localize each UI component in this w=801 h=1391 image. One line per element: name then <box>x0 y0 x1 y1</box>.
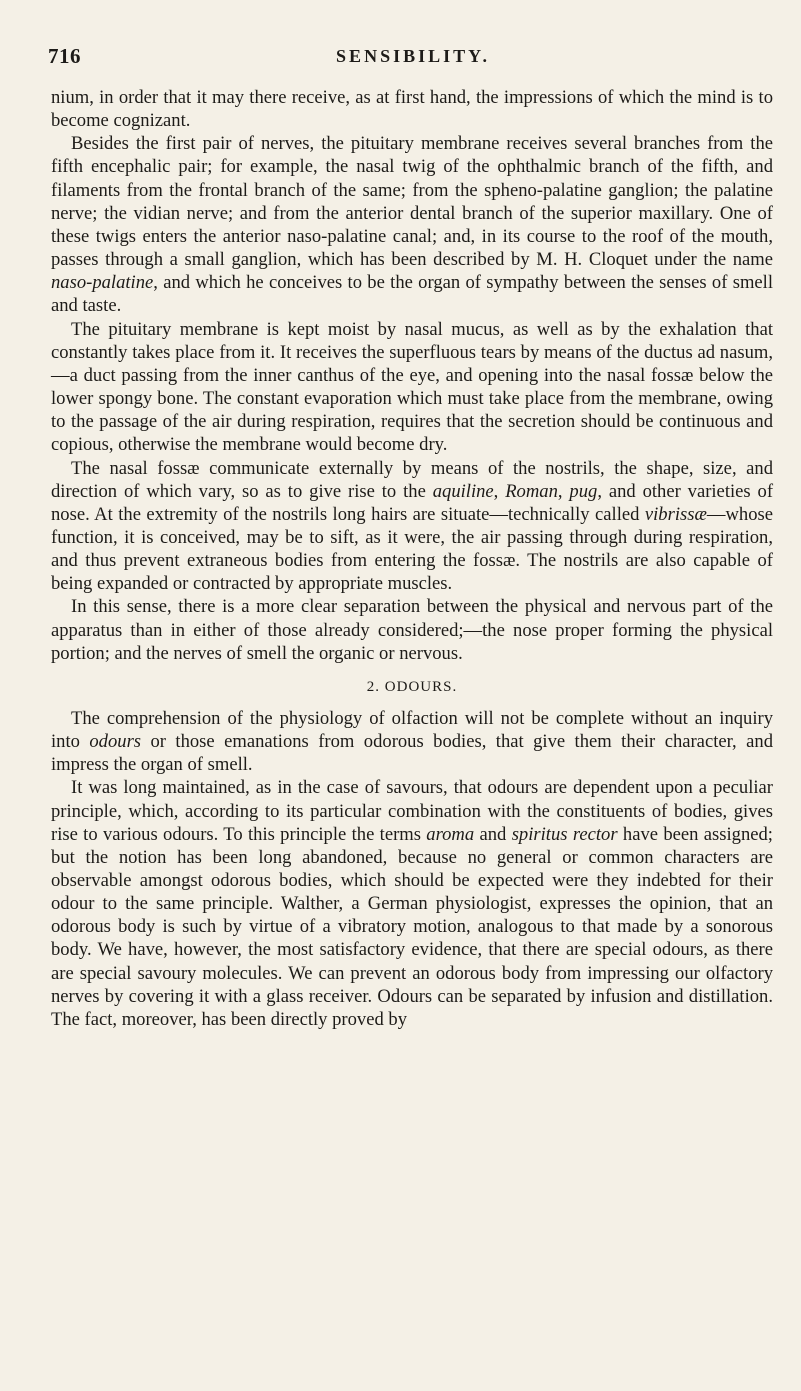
term-aquiline: aquiline <box>432 480 494 502</box>
text-run: —whose function, it is conceived, may be to sift, as it were, the air passing through during respiration, and thus prevent extraneous bodies from entering the fossæ. The nostrils are also capable of being expanded or contracted by appropriate muscles. <box>51 503 773 595</box>
text-run: have been assigned; but the notion has been long abandoned, because no general or common characters are observable amongst odorous bodies, which should be expected were they indebted for their odour to the same principle. Walther, a German physiologist, expresses the opinion, that an odorous body is such by virtue of a vibratory motion, analogous to that made by a sonorous body. We have, however, the most satisfactory evidence, that there are special odours, as there are special savoury molecules. We can prevent an odorous body from impressing our olfactory nerves by covering it with a glass receiver. Odours can be separated by infusion and distillation. The fact, moreover, has been directly proved by <box>51 823 773 1030</box>
text-run: The comprehension of the physiology of olfaction will not be complete without an inquiry into <box>51 707 773 753</box>
term-roman: Roman <box>505 480 558 502</box>
term-odours: odours <box>89 731 142 753</box>
text-run: , <box>493 480 506 502</box>
paragraph-nerve-branches <box>51 132 773 317</box>
paragraph-odour-principle <box>51 776 773 1031</box>
page-number: 716 <box>48 44 81 68</box>
paragraph-nasal-fossae <box>51 457 773 596</box>
section-heading: 2. ODOURS. <box>366 678 458 695</box>
term-naso-palatine: naso-palatine <box>51 272 154 294</box>
running-head: SENSIBILITY. <box>336 46 490 66</box>
text-run: It was long maintained, as in the case of savours, that odours are dependent upon a peculiar principle, which, according to its particular combination with the constituents of bodies, gives rise to various odours. To this principle the terms <box>51 777 773 845</box>
paragraph-pituitary-membrane: The pituitary membrane is kept moist by nasal mucus, as well as by the exhalation that constantly takes place from it. It receives the superfluous tears by means of the ductus ad nasum,—a duct passing from the inner canthus of the eye, and opening into the nasal fossæ below the lower spongy bone. The constant evaporation which must take place from the membrane, owing to the passage of the air during respiration, requires that the secretion should be continuous and copious, otherwise the membrane would become dry. <box>51 318 773 456</box>
paragraph-continuation: nium, in order that it may there receive, as at first hand, the impressions of which the mind is to become cognizant. <box>51 87 773 132</box>
term-aroma: aroma <box>426 823 475 845</box>
text-run: and <box>474 823 512 845</box>
paragraph-separation: In this sense, there is a more clear separation between the physical and nervous part of the apparatus than in either of those already considered;—the nose proper forming the physical portion; and the nerves of smell the organic or nervous. <box>51 596 773 664</box>
page-header <box>48 44 778 74</box>
term-pug: pug <box>569 480 598 502</box>
text-run: The nasal fossæ communicate externally by means of the nostrils, the shape, size, and direction of which vary, so as to give rise to the <box>51 457 773 502</box>
paragraph-odours-intro <box>51 707 773 776</box>
term-spiritus-rector: spiritus rector <box>511 823 618 845</box>
text-run: , and which he conceives to be the organ of sympathy between the senses of smell and taste. <box>51 272 773 317</box>
text-run: , and other varieties of nose. At the extremity of the nostrils long hairs are situate—technically called <box>51 480 774 525</box>
text-run: or those emanations from odorous bodies, that give them their character, and impress the organ of smell. <box>51 731 773 776</box>
term-vibrissae: vibrissæ <box>644 503 707 525</box>
text-run: Besides the first pair of nerves, the pituitary membrane receives several branches from the fifth encephalic pair; for example, the nasal twig of the ophthalmic branch of the fifth, and filaments from the frontal branch of the same; from the spheno-palatine ganglion; the palatine nerve; the vidian nerve; and from the anterior dental branch of the superior maxillary. One of these twigs enters the anterior naso-palatine canal; and, in its course to the roof of the mouth, passes through a small ganglion, which has been described by M. H. Cloquet under the name <box>51 133 773 271</box>
text-run: , <box>557 480 570 502</box>
body-text <box>51 86 773 1031</box>
